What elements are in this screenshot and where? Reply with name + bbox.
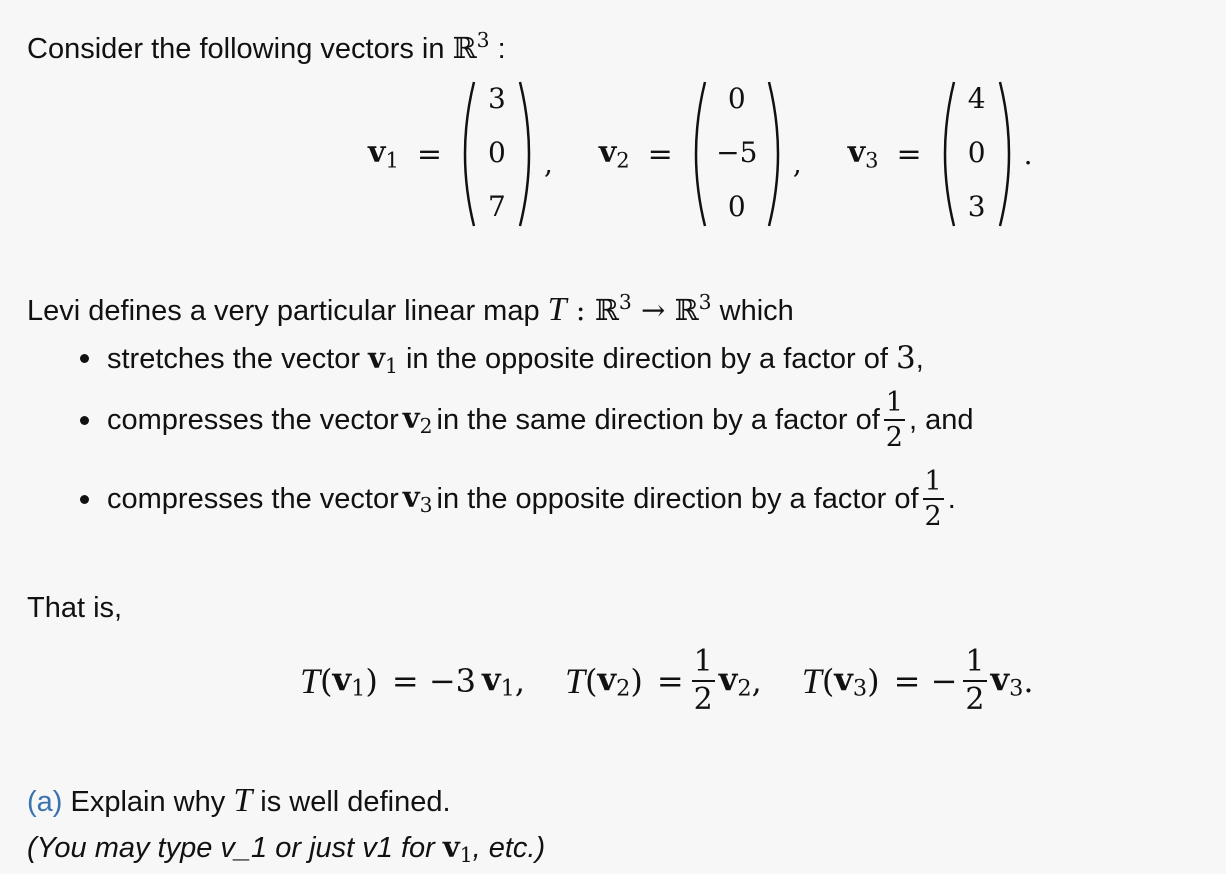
fraction-one-half: $\frac{1}{2}$	[965, 644, 985, 717]
vector-v1-symbol: $v_1$	[368, 341, 398, 379]
real-space-symbol: ℝ	[452, 31, 477, 66]
vector-v3-matrix	[940, 78, 1014, 230]
matrix-entry: 3	[488, 82, 506, 115]
vector-v1-matrix	[460, 78, 534, 230]
fraction-one-half: $\frac{1}{2}$	[885, 387, 903, 453]
bullet-dot	[80, 354, 89, 363]
domain-symbol: ℝ	[594, 293, 619, 328]
definition-text-end: which	[711, 295, 794, 328]
vector-v2-symbol: $v_2$	[402, 401, 433, 439]
equals-sign: =	[647, 136, 673, 172]
separator: .	[1023, 137, 1033, 171]
codomain-symbol: ℝ	[674, 293, 699, 328]
map-symbol: T	[801, 661, 822, 701]
matrix-entry: 0	[727, 190, 746, 223]
arrow: →	[631, 293, 675, 328]
part-label: (a)	[27, 786, 63, 818]
matrix-entry: 0	[967, 136, 986, 169]
coefficient: = −3	[391, 662, 476, 700]
exponent: 3	[698, 290, 712, 314]
intro-text: Consider the following vectors in	[27, 33, 453, 66]
bullet-1: stretches the vector $v_1$ in the opposite direction by a factor of 3,	[80, 340, 924, 378]
matrix-entry: 4	[967, 82, 986, 115]
question-hint: (You may type v_1 or just v1 for $v_1$, etc.)	[27, 830, 546, 868]
vector-v1-symbol: $v_1$	[442, 830, 473, 868]
equals-sign: =	[896, 136, 922, 172]
bullet-dot	[80, 495, 89, 504]
vector-v2-matrix	[691, 78, 783, 230]
vector-v3-symbol: $v_3$	[402, 480, 433, 518]
matrix-entry: −5	[716, 136, 758, 169]
vectors-display	[368, 78, 1033, 230]
map-symbol: T	[300, 661, 321, 701]
bullet-3: compresses the vector $v_3$ in the opposite direction by a factor of $\frac{1}{2}$ .	[80, 464, 956, 534]
colon: :	[566, 293, 595, 328]
question-a: (a) Explain why T is well defined.	[27, 782, 451, 819]
fraction-one-half: $\frac{1}{2}$	[693, 644, 713, 717]
map-symbol: T	[233, 782, 253, 819]
map-symbol: T	[565, 661, 586, 701]
matrix-entry: 7	[488, 190, 506, 223]
vector-v1-label: $v_1$	[368, 135, 399, 173]
bullet-dot	[80, 416, 89, 425]
exponent: 3	[476, 28, 490, 52]
matrix-entry: 0	[488, 136, 506, 169]
intro-line	[27, 28, 506, 66]
definition-text: Levi defines a very particular linear map	[27, 295, 548, 328]
factor-value: 3	[896, 340, 916, 376]
separator: ,	[543, 146, 553, 180]
fraction-one-half: $\frac{1}{2}$	[924, 466, 942, 532]
vector-v3-label: $v_3$	[847, 135, 879, 173]
matrix-entry: 3	[967, 190, 986, 223]
equals-sign: =	[416, 136, 442, 172]
matrix-entry: 0	[727, 82, 746, 115]
that-is-text: That is,	[27, 592, 123, 624]
map-symbol: T	[547, 291, 567, 329]
coefficient: = −	[893, 662, 958, 700]
vector-v2-label: $v_2$	[598, 135, 630, 173]
separator: ,	[792, 146, 802, 180]
equations-line: T ( $v_1$ ) = −3 $v_1$ , T ( $v_2$ ) = $\frac{1}{2}$ $v_2$ , T ( $v_3$ ) = − $\frac{1}{2}$ $v_3$ .	[300, 644, 1034, 717]
exponent: 3	[618, 290, 632, 314]
intro-colon: :	[489, 33, 506, 66]
bullet-2: compresses the vector $v_2$ in the same direction by a factor of $\frac{1}{2}$ , and	[80, 385, 973, 455]
definition-line	[27, 290, 794, 329]
